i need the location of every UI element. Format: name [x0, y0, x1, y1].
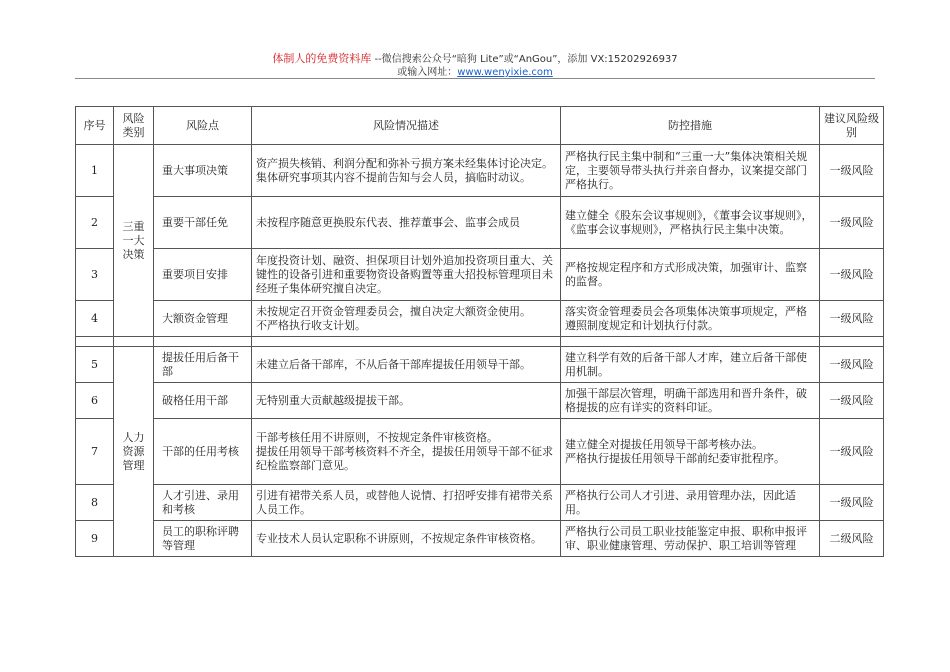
row-measure: 落实资金管理委员会各项集体决策事项规定，严格遵照制度规定和计划执行付款。	[561, 301, 820, 337]
table-row	[76, 383, 884, 419]
row-level: 一级风险	[820, 145, 884, 197]
row-point: 人才引进、录用和考核	[154, 485, 252, 521]
row-desc: 未按规定召开资金管理委员会，擅自决定大额资金使用。 不严格执行收支计划。	[252, 301, 561, 337]
header-divider	[75, 78, 875, 79]
row-measure: 加强干部层次管理，明确干部选用和晋升条件，破格提拔的应有详实的资料印证。	[561, 383, 820, 419]
table-row	[76, 249, 884, 301]
site-prefix: 或输入网址：	[397, 67, 458, 78]
row-no: 7	[76, 419, 114, 485]
header-level: 建议风险级别	[820, 107, 884, 145]
row-no: 3	[76, 249, 114, 301]
row-level: 一级风险	[820, 197, 884, 249]
row-desc: 年度投资计划、融资、担保项目计划外追加投资项目重大、关键性的设备引进和重要物资设备购置等重大招投标管理项目未经班子集体研究擅自决定。	[252, 249, 561, 301]
risk-table	[75, 106, 884, 557]
header-measure: 防控措施	[561, 107, 820, 145]
row-no: 4	[76, 301, 114, 337]
table-row	[76, 419, 884, 485]
row-measure: 严格按规定程序和方式形成决策，加强审计、监察的监督。	[561, 249, 820, 301]
page-header	[0, 52, 950, 79]
row-no: 1	[76, 145, 114, 197]
table-row	[76, 301, 884, 337]
row-measure: 建立科学有效的后备干部人才库，建立后备干部使用机制。	[561, 347, 820, 383]
row-level: 一级风险	[820, 419, 884, 485]
row-level: 一级风险	[820, 249, 884, 301]
row-desc: 未按程序随意更换股东代表、推荐董事会、监事会成员	[252, 197, 561, 249]
row-point: 重大事项决策	[154, 145, 252, 197]
row-level: 一级风险	[820, 301, 884, 337]
row-point: 大额资金管理	[154, 301, 252, 337]
row-level: 二级风险	[820, 521, 884, 557]
table-row	[76, 521, 884, 557]
row-measure: 严格执行公司人才引进、录用管理办法，因此适用。	[561, 485, 820, 521]
table-row	[76, 197, 884, 249]
row-no: 9	[76, 521, 114, 557]
category-cell: 人力资源管理	[114, 347, 154, 557]
row-point: 干部的任用考核	[154, 419, 252, 485]
row-point: 破格任用干部	[154, 383, 252, 419]
row-level: 一级风险	[820, 383, 884, 419]
row-point: 重要干部任免	[154, 197, 252, 249]
table-header-row	[76, 107, 884, 145]
row-point: 提拔任用后备干部	[154, 347, 252, 383]
row-measure: 建立健全对提拔任用领导干部考核办法。 严格执行提拔任用领导干部前纪委审批程序。	[561, 419, 820, 485]
row-desc: 引进有裙带关系人员，或替他人说情、打招呼安排有裙带关系人员工作。	[252, 485, 561, 521]
row-no: 5	[76, 347, 114, 383]
row-point: 重要项目安排	[154, 249, 252, 301]
row-no: 6	[76, 383, 114, 419]
row-point: 员工的职称评聘等管理	[154, 521, 252, 557]
promo-text: --微信搜索公众号“暗狗 Lite”或“AnGou”，添加 VX:15202926937	[371, 54, 678, 65]
table-row	[76, 347, 884, 383]
row-desc: 无特别重大贡献越级提拔干部。	[252, 383, 561, 419]
header-category: 风险类别	[114, 107, 154, 145]
row-level: 一级风险	[820, 485, 884, 521]
category-cell: 三重一大决策	[114, 145, 154, 337]
header-no: 序号	[76, 107, 114, 145]
row-measure: 严格执行民主集中制和“三重一大”集体决策相关规定，主要领导带头执行并亲自督办，议案提交部门严格执行。	[561, 145, 820, 197]
row-level: 一级风险	[820, 347, 884, 383]
row-measure: 严格执行公司员工职业技能鉴定申报、职称申报评审、职业健康管理、劳动保护、职工培训等管理	[561, 521, 820, 557]
table-row	[76, 145, 884, 197]
row-no: 2	[76, 197, 114, 249]
table-row	[76, 485, 884, 521]
spacer-row	[76, 337, 884, 347]
site-link[interactable]: www.wenyixie.com	[457, 67, 553, 78]
row-no: 8	[76, 485, 114, 521]
row-measure: 建立健全《股东会议事规则》，《董事会议事规则》，《监事会议事规则》，严格执行民主集中决策。	[561, 197, 820, 249]
row-desc: 资产损失核销、利润分配和弥补亏损方案未经集体讨论决定。 集体研究事项其内容不提前告知与会人员，搞临时动议。	[252, 145, 561, 197]
header-desc: 风险情况描述	[252, 107, 561, 145]
brand-title: 体制人的免费资料库	[272, 52, 372, 65]
row-desc: 未建立后备干部库，不从后备干部库提拔任用领导干部。	[252, 347, 561, 383]
header-point: 风险点	[154, 107, 252, 145]
row-desc: 干部考核任用不讲原则，不按规定条件审核资格。 提拔任用领导干部考核资料不齐全，提拔任用领导干部不征求纪检监察部门意见。	[252, 419, 561, 485]
header-line-1	[0, 52, 950, 66]
row-desc: 专业技术人员认定职称不讲原则，不按规定条件审核资格。	[252, 521, 561, 557]
